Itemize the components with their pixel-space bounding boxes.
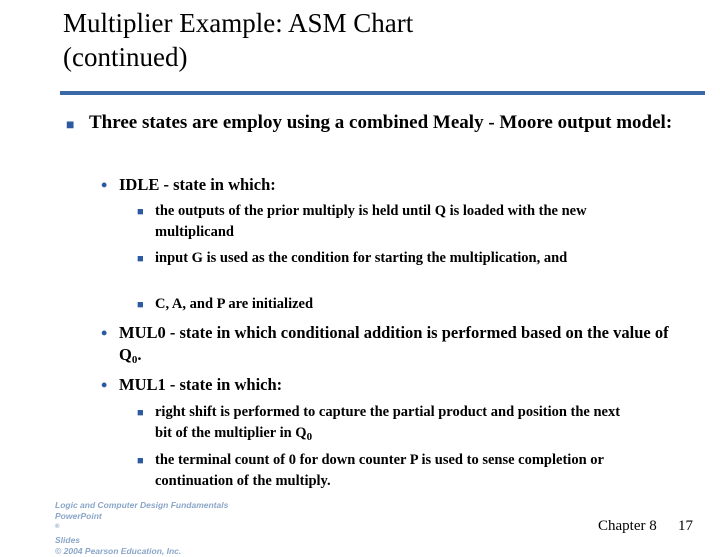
main-bullet-text: Three states are employ using a combined Mealy - Moore output model: — [89, 112, 673, 133]
idle-item-2 — [137, 248, 657, 269]
square-bullet-icon: ■ — [137, 455, 144, 467]
logo-line3: © 2004 Pearson Education, Inc. — [55, 545, 182, 556]
mul1-item-1-text — [155, 402, 637, 444]
footer-chapter: Chapter 8 — [598, 518, 657, 534]
mul1-bullet — [101, 374, 681, 396]
logo-line2-a: PowerPoint — [55, 511, 102, 521]
mul1-item-2 — [137, 450, 622, 492]
mul0-period: . — [137, 345, 142, 364]
footer-page-number: 17 — [678, 518, 693, 534]
dot-bullet-icon: • — [101, 375, 108, 395]
title-divider — [60, 91, 705, 95]
idle-item-3 — [137, 294, 657, 315]
square-bullet-icon: ■ — [66, 118, 75, 133]
logo-line2 — [55, 511, 255, 546]
logo-registered-mark: ® — [55, 524, 60, 530]
square-bullet-icon: ■ — [137, 407, 144, 419]
publisher-logo — [55, 500, 255, 557]
logo-line1: Logic and Computer Design Fundamentals — [55, 500, 229, 510]
mul0-bullet — [101, 322, 676, 366]
mul0-bullet-text — [119, 322, 676, 366]
idle-item-3-text: C, A, and P are initialized — [155, 296, 314, 312]
mul1-item-2-text: the terminal count of 0 for down counter P is used to sense completion or continuation of the multiply. — [155, 452, 604, 489]
main-bullet — [66, 110, 676, 136]
idle-item-1-text: the outputs of the prior multiply is held until Q is loaded with the new multiplicand — [155, 203, 587, 240]
slide-title — [63, 6, 683, 74]
mul1-item-1-subscript: 0 — [306, 431, 313, 443]
idle-bullet-text: IDLE - state in which: — [119, 175, 276, 194]
dot-bullet-icon: • — [101, 323, 108, 343]
mul1-bullet-text: MUL1 - state in which: — [119, 375, 283, 394]
slide-title-line2: (continued) — [63, 42, 188, 72]
dot-bullet-icon: • — [101, 175, 108, 195]
idle-item-1 — [137, 201, 657, 243]
idle-item-2-text: input G is used as the condition for starting the multiplication, and — [155, 250, 568, 266]
mul0-subscript: 0 — [131, 354, 138, 366]
mul1-item-1-main: right shift is performed to capture the partial product and position the next bit of the multiplier in Q — [155, 404, 621, 441]
mul1-item-1 — [137, 402, 637, 444]
square-bullet-icon: ■ — [137, 253, 144, 265]
square-bullet-icon: ■ — [137, 206, 144, 218]
logo-line2-b: Slides — [55, 534, 81, 545]
square-bullet-icon: ■ — [137, 299, 144, 311]
slide-title-line1: Multiplier Example: ASM Chart — [63, 8, 414, 38]
mul0-text: MUL0 - state in which conditional addition is performed based on the value of Q — [119, 323, 669, 364]
idle-bullet — [101, 174, 681, 196]
